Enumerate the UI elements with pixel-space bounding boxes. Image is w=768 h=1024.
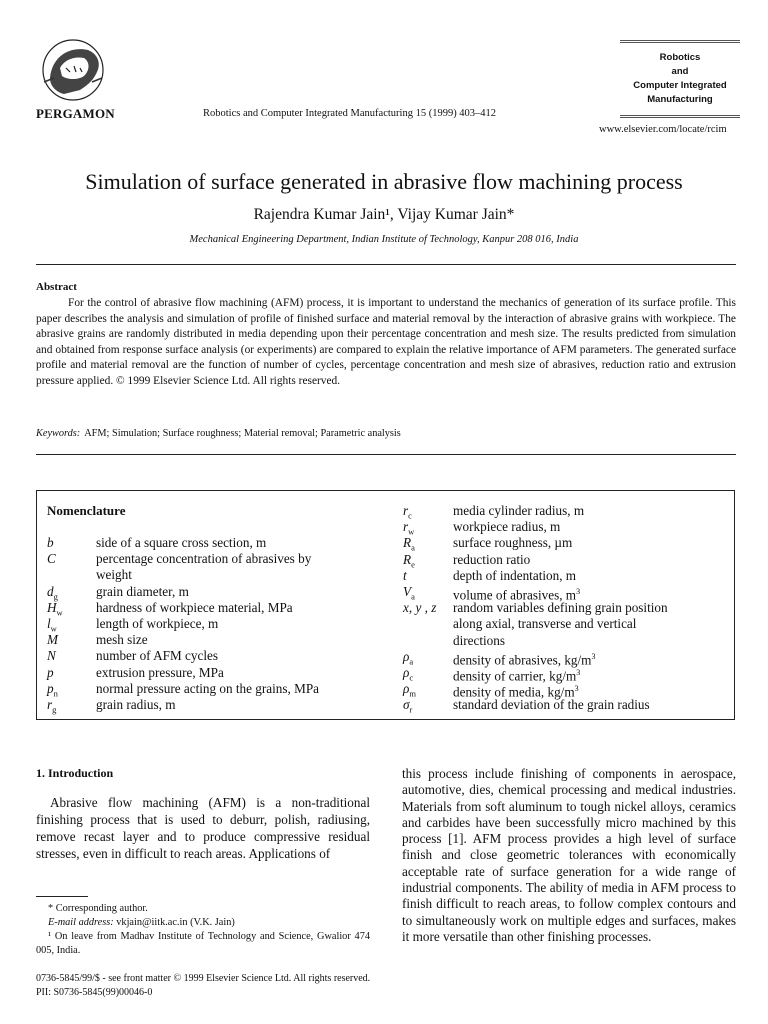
- nomenclature-definition: normal pressure acting on the grains, MPa: [96, 680, 320, 696]
- nomenclature-symbol: M: [47, 632, 58, 648]
- nomenclature-symbol: $d_g$: [47, 583, 58, 602]
- journal-box-line: Robotics: [659, 52, 701, 63]
- nomenclature-symbol: $\rho_a$: [403, 648, 414, 667]
- footnote-divider: [36, 896, 88, 897]
- journal-box-line: and: [671, 66, 689, 77]
- footnote-affiliation: ¹ On leave from Madhav Institute of Technology and Science, Gwalior 474 005, India.: [36, 931, 370, 956]
- nomenclature-symbol: $l_w$: [47, 616, 57, 634]
- nomenclature-symbol: $\rho_c$: [403, 665, 414, 683]
- nomenclature-symbol: x, y , z: [403, 600, 437, 616]
- abstract-text: For the control of abrasive flow machining (AFM) process, it is important to understand the mechanics of generation of its surface profile. This paper describes the analysis and simulation of profile of finished surface and material removal by the interaction of abrasive grains with workpiece. The abrasive grains are randomly distributed in media depending upon their percentage concentration and mesh size. The results predicted from simulation and obtained from response surface analysis (or experiments) are compared to explain the relative importance of AFM parameters. The generated surface profile and material removal are the function of number of cycles, percentage concentration and mesh size of abrasives, reduction ratio and extrusion pressure applied. © 1999 Elsevier Science Ltd. All rights reserved.: [36, 297, 736, 387]
- nomenclature-symbol: C: [47, 551, 56, 567]
- pii-line: PII: S0736-5845(99)00046-0: [36, 987, 153, 998]
- divider: [36, 264, 736, 265]
- journal-box-line: Manufacturing: [647, 94, 713, 105]
- nomenclature-definition: number of AFM cycles: [96, 648, 218, 664]
- pergamon-logo: [30, 38, 116, 102]
- publisher-name: PERGAMON: [36, 106, 115, 121]
- intro-paragraph-left: Abrasive flow machining (AFM) is a non-traditional finishing process that is used to deburr, polish, radiusing, remove recast layer and to produce compressive residual stresses, even in difficult to reach areas. Applications of: [36, 795, 370, 861]
- nomenclature-definition: extrusion pressure, MPa: [96, 664, 224, 680]
- keywords-line: [36, 428, 401, 439]
- keywords-label: Keywords:: [36, 428, 81, 439]
- nomenclature-definition: weight: [96, 567, 132, 583]
- nomenclature-definition: workpiece radius, m: [453, 519, 561, 535]
- email-address[interactable]: vkjain@iitk.ac.in (V.K. Jain): [116, 917, 235, 928]
- nomenclature-symbol: $r_g$: [47, 697, 57, 715]
- journal-box-line: Computer Integrated: [633, 80, 727, 91]
- journal-title-box: [620, 40, 740, 118]
- nomenclature-definition: hardness of workpiece material, MPa: [96, 599, 293, 615]
- author-affiliation: Mechanical Engineering Department, Indian Institute of Technology, Kanpur 208 016, India: [189, 234, 579, 245]
- keywords-text: AFM; Simulation; Surface roughness; Material removal; Parametric analysis: [84, 428, 401, 439]
- journal-url[interactable]: www.elsevier.com/locate/rcim: [599, 124, 727, 135]
- nomenclature-symbol: $r_w$: [403, 519, 415, 537]
- nomenclature-definition: depth of indentation, m: [453, 567, 577, 583]
- nomenclature-definition: mesh size: [96, 632, 148, 648]
- footnotes: [36, 902, 370, 958]
- nomenclature-symbol: $\sigma_r$: [403, 697, 413, 716]
- nomenclature-definition: media cylinder radius, m: [453, 503, 585, 518]
- nomenclature-symbol: p: [47, 664, 54, 680]
- nomenclature-definition: random variables defining grain position: [453, 600, 668, 616]
- nomenclature-symbol: $V_a$: [403, 584, 415, 602]
- nomenclature-definition: directions: [453, 632, 506, 648]
- nomenclature-symbol: N: [47, 648, 56, 664]
- nomenclature-definition: reduction ratio: [453, 551, 531, 567]
- copyright-block: [36, 972, 370, 1000]
- footnote-corresponding: * Corresponding author.: [48, 903, 148, 914]
- nomenclature-symbol: $\rho_m$: [403, 681, 416, 699]
- nomenclature-definition: along axial, transverse and vertical: [453, 616, 637, 632]
- nomenclature-heading: Nomenclature: [47, 503, 126, 518]
- nomenclature-definition: density of abrasives, $kg/m^3$: [453, 651, 596, 668]
- intro-paragraph-right: this process include finishing of components in aerospace, automotive, dies, chemical processing and medical industries. Materials from soft aluminum to tough nickel alloys, ceramics and carbides have been successfully micro machined by this process [1]. AFM process provides a high level of surface finish and close geometric tolerances with economically acceptable rate of surface generation for a wide range of industrial components. The ability of media in AFM process to finish difficult to reach areas, to follow complex contours and to simultaneously work on multiple edges and surfaces, makes it more versatile than other finishing processes.: [402, 766, 736, 944]
- nomenclature-symbol: $p_n$: [47, 680, 58, 699]
- nomenclature-symbol: $R_a$: [403, 535, 415, 554]
- nomenclature-definition: length of workpiece, m: [96, 616, 219, 631]
- nomenclature-definition: density of carrier, $kg/m^3$: [453, 668, 581, 684]
- article-title: Simulation of surface generated in abrasive flow machining process: [85, 169, 683, 194]
- footnote-email: [36, 916, 370, 930]
- nomenclature-symbol: b: [47, 535, 54, 550]
- nomenclature-definition: standard deviation of the grain radius: [453, 697, 650, 713]
- nomenclature-symbol: $H_w$: [47, 599, 63, 618]
- email-label: E-mail address:: [48, 917, 114, 928]
- nomenclature-symbol: t: [403, 567, 407, 583]
- nomenclature-definition: grain diameter, m: [96, 583, 189, 599]
- nomenclature-definition: grain radius, m: [96, 697, 176, 712]
- article-authors: Rajendra Kumar Jain¹, Vijay Kumar Jain*: [253, 206, 515, 223]
- nomenclature-definition: surface roughness, µm: [453, 535, 573, 551]
- section-heading-introduction: 1. Introduction: [36, 766, 114, 780]
- nomenclature-symbol: $r_c$: [403, 503, 412, 521]
- nomenclature-definition: volume of abrasives, $m^3$: [453, 587, 581, 603]
- nomenclature-definition: density of media, $kg/m^3$: [453, 684, 579, 700]
- nomenclature-definition: side of a square cross section, m: [96, 535, 267, 550]
- divider: [36, 454, 736, 455]
- abstract-heading: Abstract: [36, 281, 77, 293]
- copyright-line: 0736-5845/99/$ - see front matter © 1999 Elsevier Science Ltd. All rights reserved.: [36, 973, 371, 984]
- nomenclature-definition: percentage concentration of abrasives by: [96, 551, 312, 567]
- nomenclature-box: [36, 490, 735, 720]
- nomenclature-symbol: $R_e$: [403, 551, 415, 570]
- journal-citation: Robotics and Computer Integrated Manufacturing 15 (1999) 403–412: [203, 108, 497, 119]
